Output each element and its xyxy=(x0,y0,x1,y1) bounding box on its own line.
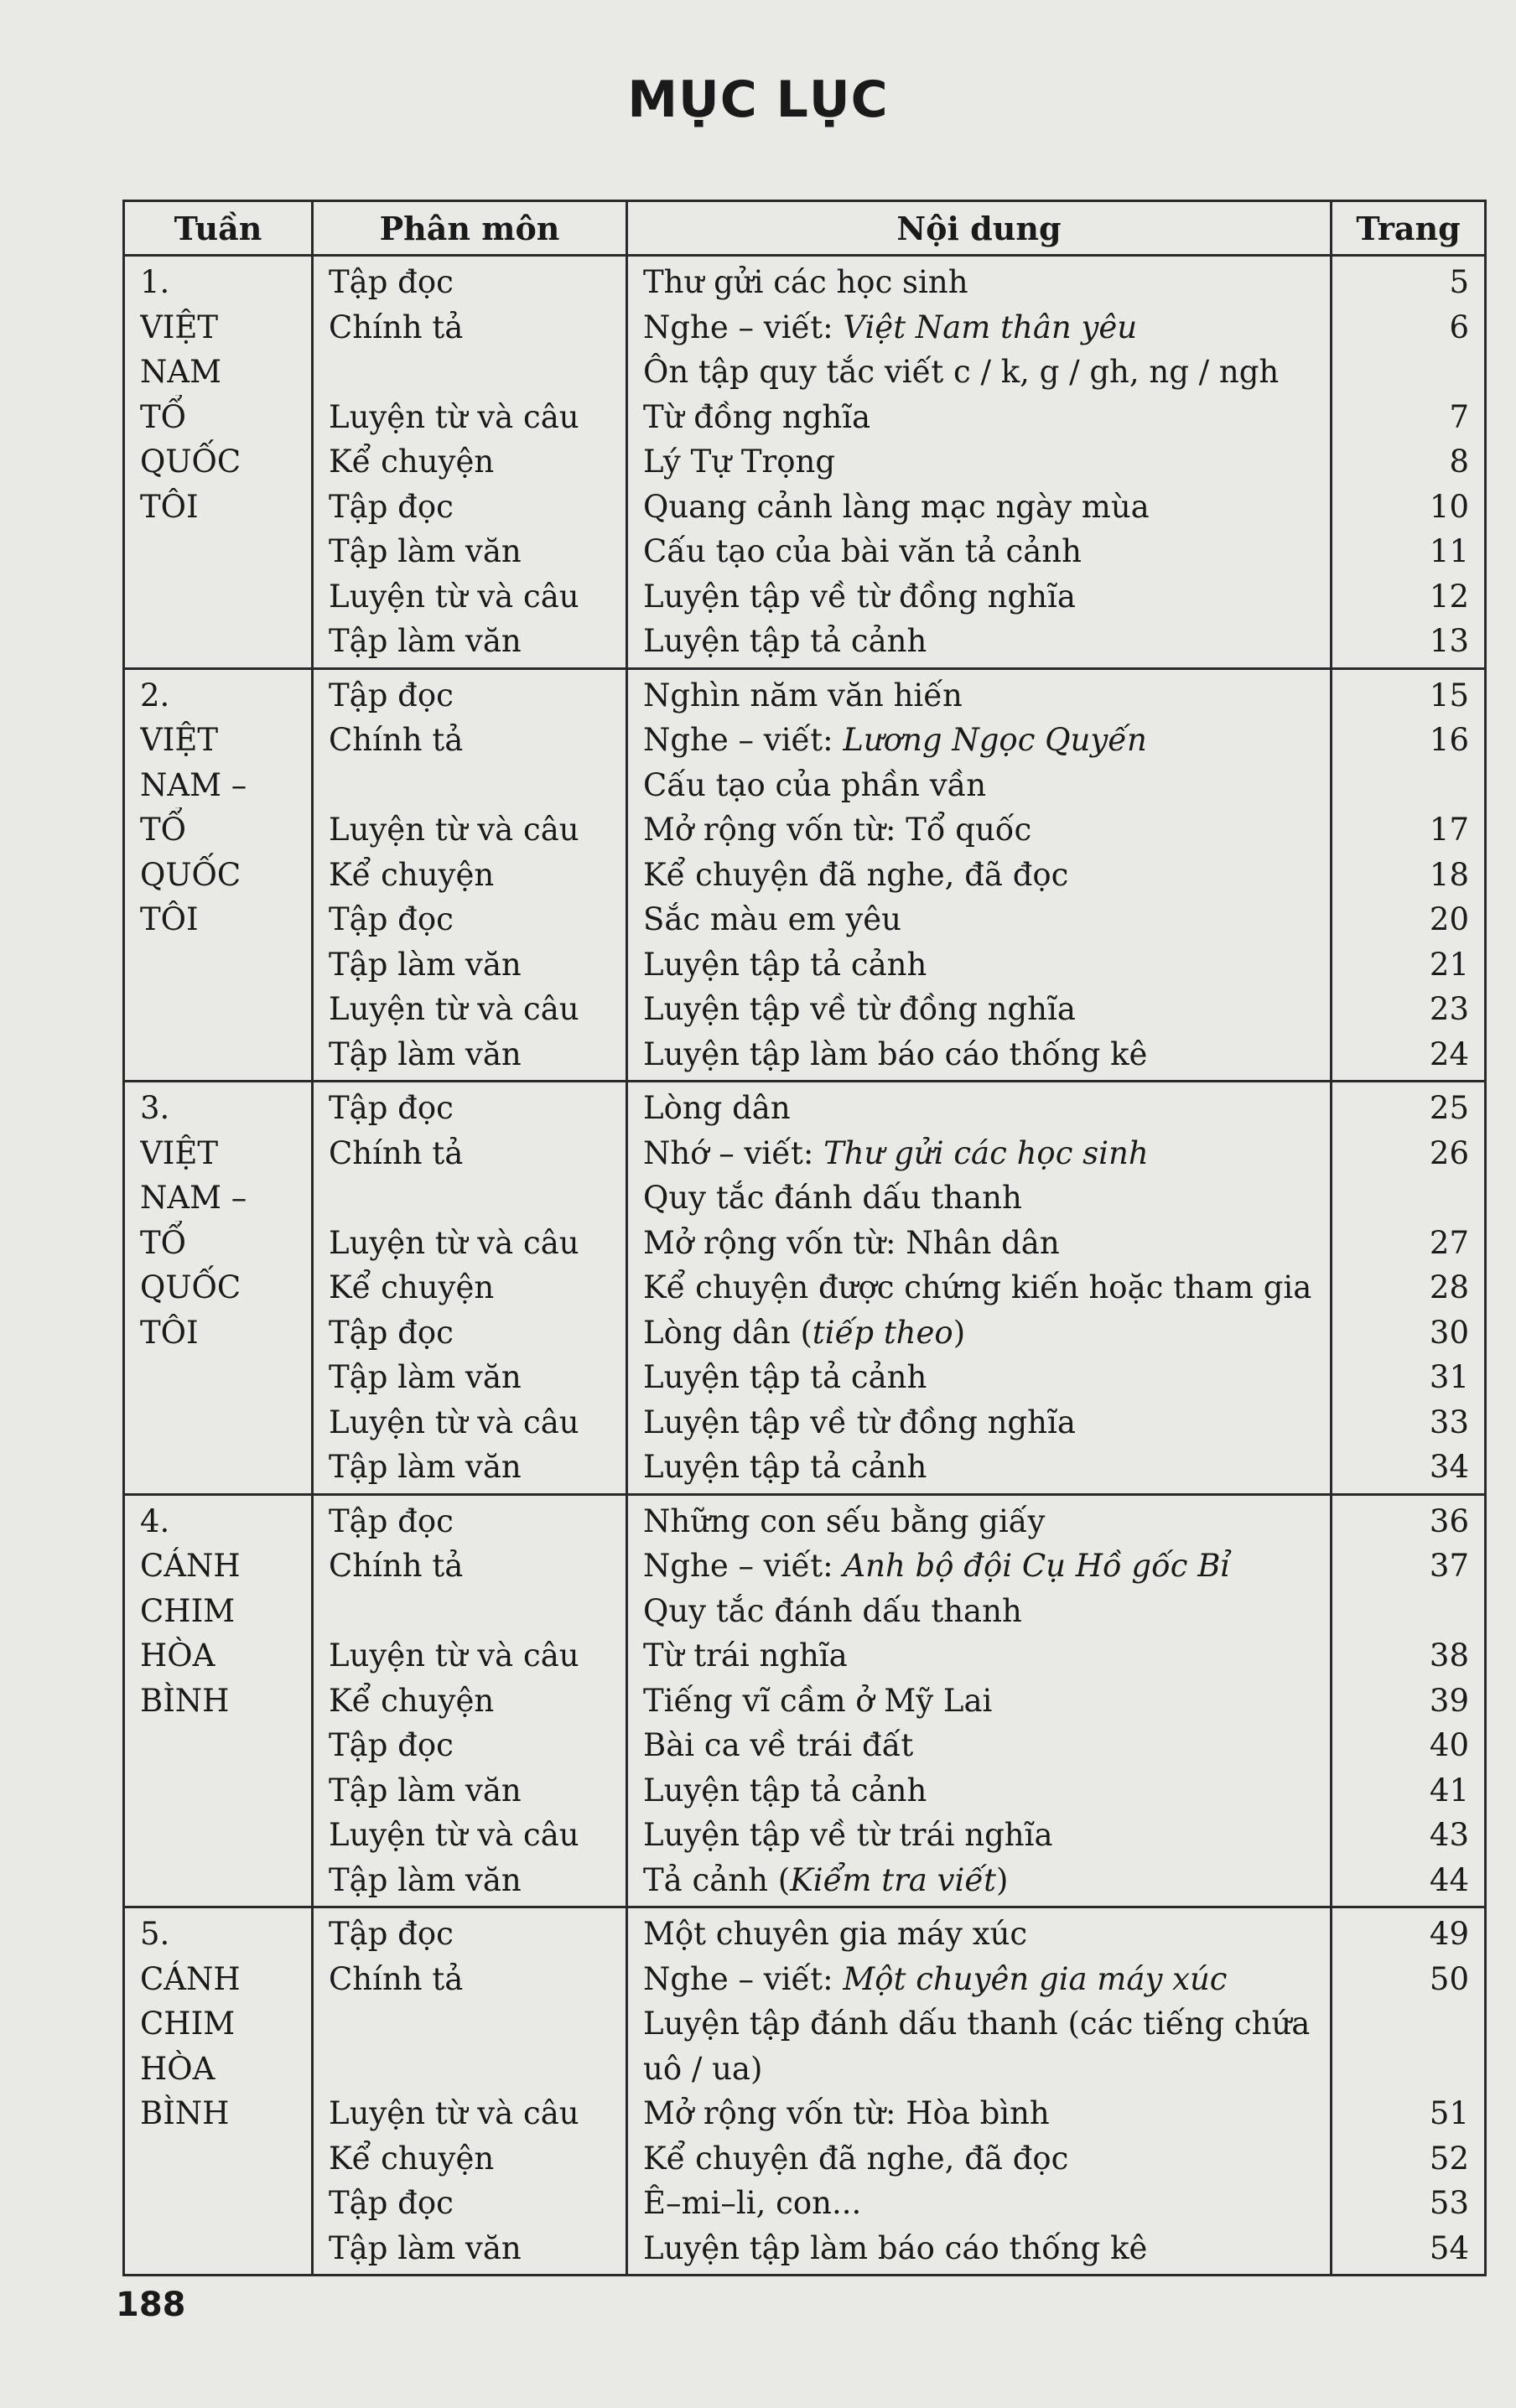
subject-name xyxy=(329,350,610,395)
lesson-title-text: Luyện tập về từ đồng nghĩa xyxy=(643,991,1076,1027)
lesson-title xyxy=(643,1912,1315,1957)
week-section xyxy=(124,1082,1486,1495)
subject-name: Tập làm văn xyxy=(329,1449,522,1485)
lesson-title xyxy=(643,1633,1315,1679)
subject-name: Tập đọc xyxy=(329,264,454,300)
lesson-title-text: Kể chuyện đã nghe, đã đọc xyxy=(643,856,1069,893)
page-ref xyxy=(1347,1589,1469,1634)
subject-cell xyxy=(313,1082,627,1495)
week-label-line: TÔI xyxy=(140,488,199,525)
subject-name: Luyện từ và câu xyxy=(329,1637,579,1674)
lesson-title-italic: Lương Ngọc Quyến xyxy=(843,722,1147,758)
page-ref: 20 xyxy=(1429,901,1469,937)
week-label-line: 5. xyxy=(140,1916,170,1952)
week-label-line: QUỐC xyxy=(140,856,241,893)
header-week: Tuần xyxy=(124,201,313,256)
lesson-title xyxy=(643,2226,1315,2271)
lesson-title-text: Luyện tập về từ đồng nghĩa xyxy=(643,1404,1076,1440)
week-label-line: QUỐC xyxy=(140,1269,241,1305)
page-cell xyxy=(1332,1082,1486,1495)
page-ref: 41 xyxy=(1429,1772,1469,1809)
week-cell xyxy=(124,1907,313,2276)
subject-cell xyxy=(313,668,627,1082)
week-label-line: CHIM xyxy=(140,1592,236,1629)
lesson-title xyxy=(643,1544,1315,1589)
subject-name xyxy=(329,763,610,808)
week-label-line: HÒA xyxy=(140,2050,215,2087)
page-ref: 36 xyxy=(1429,1502,1469,1539)
lesson-title xyxy=(643,1175,1315,1221)
subject-name: Tập đọc xyxy=(329,1727,454,1763)
week-label-line: VIỆT xyxy=(140,722,219,758)
lesson-title xyxy=(643,673,1315,719)
subject-cell xyxy=(313,1494,627,1907)
page-ref: 40 xyxy=(1429,1727,1469,1763)
page-ref: 5 xyxy=(1449,264,1469,300)
lesson-title-text: Mở rộng vốn từ: Tổ quốc xyxy=(643,812,1032,848)
page-ref: 54 xyxy=(1429,2229,1469,2266)
header-content: Nội dung xyxy=(627,201,1332,256)
week-label-line: QUỐC xyxy=(140,444,241,480)
lesson-title xyxy=(643,2091,1315,2136)
page-ref: 52 xyxy=(1429,2140,1469,2177)
lesson-title-text: Nhớ – viết: xyxy=(643,1134,824,1171)
page-ref: 12 xyxy=(1429,578,1469,615)
lesson-title xyxy=(643,350,1315,395)
lesson-title-text: Thư gửi các học sinh xyxy=(643,264,968,300)
week-label-line: 4. xyxy=(140,1502,170,1539)
week-section xyxy=(124,668,1486,1082)
lesson-title xyxy=(643,260,1315,305)
subject-name: Luyện từ và câu xyxy=(329,2095,579,2131)
lesson-title xyxy=(643,942,1315,988)
page-ref: 10 xyxy=(1429,488,1469,525)
subject-name: Kể chuyện xyxy=(329,856,495,893)
lesson-title-text: Quy tắc đánh dấu thanh xyxy=(643,1592,1022,1629)
subject-name: Tập đọc xyxy=(329,488,454,525)
subject-name: Kể chuyện xyxy=(329,2140,495,2177)
page-ref: 44 xyxy=(1429,1861,1469,1898)
lesson-title xyxy=(643,2001,1315,2091)
week-cell xyxy=(124,1082,313,1495)
lesson-title xyxy=(643,1723,1315,1768)
subject-name: Chính tả xyxy=(329,1548,464,1584)
lesson-title xyxy=(643,1589,1315,1634)
lesson-title-italic: Việt Nam thân yêu xyxy=(843,309,1138,345)
lesson-title-text: Kể chuyện được chứng kiến hoặc tham gia xyxy=(643,1269,1312,1305)
week-label-line: BÌNH xyxy=(140,2095,230,2131)
lesson-title xyxy=(643,1221,1315,1266)
lesson-title-text: Tiếng vĩ cầm ở Mỹ Lai xyxy=(643,1682,993,1719)
week-section xyxy=(124,1907,1486,2276)
page-ref: 50 xyxy=(1429,1960,1469,1997)
lesson-title-italic: tiếp theo xyxy=(812,1314,953,1351)
subject-name: Luyện từ và câu xyxy=(329,1224,579,1261)
content-cell xyxy=(627,668,1332,1082)
content-cell xyxy=(627,1494,1332,1907)
lesson-title xyxy=(643,897,1315,942)
lesson-title-text: Cấu tạo của phần vần xyxy=(643,766,987,803)
subject-name: Tập đọc xyxy=(329,1916,454,1952)
lesson-title xyxy=(643,1445,1315,1490)
subject-name: Chính tả xyxy=(329,309,464,345)
page-ref xyxy=(1347,763,1469,808)
subject-name: Luyện từ và câu xyxy=(329,1404,579,1440)
lesson-title xyxy=(643,1858,1315,1903)
week-label-line: TÔI xyxy=(140,901,199,937)
week-label-line: NAM – xyxy=(140,1180,247,1216)
lesson-title xyxy=(643,485,1315,530)
subject-name: Luyện từ và câu xyxy=(329,578,579,615)
lesson-title-text: Luyện tập làm báo cáo thống kê xyxy=(643,1035,1148,1072)
lesson-title-text: Những con sếu bằng giấy xyxy=(643,1502,1046,1539)
page-ref: 15 xyxy=(1429,677,1469,714)
lesson-title-text: Mở rộng vốn từ: Nhân dân xyxy=(643,1224,1060,1261)
page-ref: 11 xyxy=(1429,533,1469,569)
toc-body xyxy=(124,256,1486,2276)
lesson-title xyxy=(643,1499,1315,1544)
page-ref: 30 xyxy=(1429,1314,1469,1351)
lesson-title xyxy=(643,1768,1315,1814)
lesson-title xyxy=(643,1086,1315,1131)
subject-name: Luyện từ và câu xyxy=(329,398,579,435)
lesson-title-text: Quang cảnh làng mạc ngày mùa xyxy=(643,488,1150,525)
lesson-title xyxy=(643,853,1315,898)
lesson-title-italic: Kiểm tra viết xyxy=(790,1861,996,1898)
page-ref: 8 xyxy=(1449,444,1469,480)
subject-cell xyxy=(313,256,627,669)
lesson-title-text: Bài ca về trái đất xyxy=(643,1727,914,1763)
page-ref: 33 xyxy=(1429,1404,1469,1440)
page-ref xyxy=(1347,350,1469,395)
page-ref: 24 xyxy=(1429,1035,1469,1072)
subject-name: Chính tả xyxy=(329,1134,464,1171)
page-cell xyxy=(1332,668,1486,1082)
week-label-line: TỔ xyxy=(140,812,187,848)
lesson-title-text: Luyện tập tả cảnh xyxy=(643,1772,927,1809)
week-label-line: CÁNH xyxy=(140,1548,241,1584)
lesson-title-text: Luyện tập về từ đồng nghĩa xyxy=(643,578,1076,615)
subject-cell xyxy=(313,1907,627,2276)
subject-name xyxy=(329,1175,610,1221)
lesson-title-text: Nghìn năm văn hiến xyxy=(643,677,963,714)
lesson-title xyxy=(643,1131,1315,1176)
lesson-title xyxy=(643,1400,1315,1445)
week-section xyxy=(124,256,1486,669)
subject-name: Tập đọc xyxy=(329,2185,454,2221)
page-ref: 43 xyxy=(1429,1817,1469,1853)
week-section xyxy=(124,1494,1486,1907)
lesson-title-text: Lòng dân ( xyxy=(643,1314,813,1351)
subject-name: Tập đọc xyxy=(329,1502,454,1539)
lesson-title-suffix: ) xyxy=(953,1314,966,1351)
week-label-line: HÒA xyxy=(140,1637,215,1674)
lesson-title-text: Quy tắc đánh dấu thanh xyxy=(643,1180,1022,1216)
page-ref: 49 xyxy=(1429,1916,1469,1952)
lesson-title-italic: Thư gửi các học sinh xyxy=(823,1134,1149,1171)
lesson-title-text: Từ đồng nghĩa xyxy=(643,398,871,435)
lesson-title xyxy=(643,1813,1315,1858)
lesson-title-text: Mở rộng vốn từ: Hòa bình xyxy=(643,2095,1050,2131)
subject-name: Luyện từ và câu xyxy=(329,1817,579,1853)
lesson-title-text: Luyện tập tả cảnh xyxy=(643,1449,927,1485)
week-cell xyxy=(124,1494,313,1907)
subject-name: Tập làm văn xyxy=(329,2229,522,2266)
page-ref: 26 xyxy=(1429,1134,1469,1171)
page-number: 188 xyxy=(116,2286,186,2324)
lesson-title-text: Lòng dân xyxy=(643,1090,791,1126)
lesson-title-text: Nghe – viết: xyxy=(643,722,844,758)
subject-name: Tập đọc xyxy=(329,901,454,937)
subject-name: Tập làm văn xyxy=(329,1772,522,1809)
subject-name: Luyện từ và câu xyxy=(329,991,579,1027)
lesson-title xyxy=(643,395,1315,440)
page-ref xyxy=(1347,1175,1469,1221)
lesson-title xyxy=(643,574,1315,620)
lesson-title xyxy=(643,763,1315,808)
page-ref: 16 xyxy=(1429,722,1469,758)
lesson-title xyxy=(643,1032,1315,1077)
header-row xyxy=(124,201,1486,256)
subject-name: Tập làm văn xyxy=(329,1359,522,1395)
week-label-line: CHIM xyxy=(140,2006,236,2042)
lesson-title-text: Cấu tạo của bài văn tả cảnh xyxy=(643,533,1082,569)
subject-name: Tập đọc xyxy=(329,677,454,714)
page-ref: 31 xyxy=(1429,1359,1469,1395)
subject-name xyxy=(329,1589,610,1634)
page-cell xyxy=(1332,1907,1486,2276)
lesson-title xyxy=(643,1310,1315,1356)
lesson-title-suffix: ) xyxy=(995,1861,1009,1898)
lesson-title-text: Ê–mi–li, con... xyxy=(643,2185,862,2221)
lesson-title xyxy=(643,718,1315,763)
content-cell xyxy=(627,256,1332,669)
page-ref: 6 xyxy=(1449,309,1469,345)
subject-name: Tập làm văn xyxy=(329,1035,522,1072)
page-ref: 7 xyxy=(1449,398,1469,435)
lesson-title xyxy=(643,1265,1315,1310)
page-ref: 37 xyxy=(1429,1548,1469,1584)
subject-name: Kể chuyện xyxy=(329,1682,495,1719)
week-label-line: 3. xyxy=(140,1090,170,1126)
lesson-title xyxy=(643,2181,1315,2226)
lesson-title xyxy=(643,987,1315,1032)
header-page: Trang xyxy=(1332,201,1486,256)
page-ref: 38 xyxy=(1429,1637,1469,1674)
week-label-line: 1. xyxy=(140,264,170,300)
week-label-line: TỔ xyxy=(140,1224,187,1261)
page-ref: 51 xyxy=(1429,2095,1469,2131)
subject-name xyxy=(329,2001,610,2091)
lesson-title-text: Tả cảnh ( xyxy=(643,1861,791,1898)
subject-name: Luyện từ và câu xyxy=(329,812,579,848)
lesson-title-text: Nghe – viết: xyxy=(643,1548,844,1584)
lesson-title-text: Lý Tự Trọng xyxy=(643,444,836,480)
lesson-title-text: Sắc màu em yêu xyxy=(643,901,901,937)
page-cell xyxy=(1332,256,1486,669)
page-ref xyxy=(1347,2001,1469,2091)
page-ref: 13 xyxy=(1429,623,1469,659)
lesson-title-italic: Một chuyên gia máy xúc xyxy=(843,1960,1228,1997)
subject-name: Chính tả xyxy=(329,722,464,758)
page-ref: 53 xyxy=(1429,2185,1469,2221)
table-of-contents xyxy=(122,200,1487,2276)
page-ref: 23 xyxy=(1429,991,1469,1027)
lesson-title-text: Nghe – viết: xyxy=(643,309,844,345)
subject-name: Tập làm văn xyxy=(329,946,522,983)
lesson-title xyxy=(643,807,1315,853)
subject-name: Kể chuyện xyxy=(329,1269,495,1305)
page-ref: 27 xyxy=(1429,1224,1469,1261)
subject-name: Tập đọc xyxy=(329,1314,454,1351)
page-title: MỤC LỤC xyxy=(627,70,889,129)
page-ref: 18 xyxy=(1429,856,1469,893)
week-cell xyxy=(124,256,313,669)
page-ref: 34 xyxy=(1429,1449,1469,1485)
week-label-line: BÌNH xyxy=(140,1682,230,1719)
lesson-title-text: Luyện tập làm báo cáo thống kê xyxy=(643,2229,1148,2266)
content-cell xyxy=(627,1907,1332,2276)
content-cell xyxy=(627,1082,1332,1495)
lesson-title xyxy=(643,1957,1315,2002)
lesson-title-text: Kể chuyện đã nghe, đã đọc xyxy=(643,2140,1069,2177)
subject-name: Tập làm văn xyxy=(329,533,522,569)
subject-name: Kể chuyện xyxy=(329,444,495,480)
lesson-title-text: Một chuyên gia máy xúc xyxy=(643,1916,1028,1952)
subject-name: Tập đọc xyxy=(329,1090,454,1126)
lesson-title xyxy=(643,439,1315,485)
page-ref: 21 xyxy=(1429,946,1469,983)
subject-name: Tập làm văn xyxy=(329,1861,522,1898)
week-label-line: CÁNH xyxy=(140,1960,241,1997)
week-label-line: VIỆT xyxy=(140,1134,219,1171)
lesson-title-text: Luyện tập tả cảnh xyxy=(643,1359,927,1395)
week-label-line: NAM xyxy=(140,354,221,390)
lesson-title xyxy=(643,529,1315,574)
lesson-title-italic: Anh bộ đội Cụ Hồ gốc Bỉ xyxy=(843,1548,1231,1584)
page-ref: 28 xyxy=(1429,1269,1469,1305)
lesson-title xyxy=(643,1355,1315,1400)
week-label-line: TỔ xyxy=(140,398,187,435)
subject-name: Tập làm văn xyxy=(329,623,522,659)
week-label-line: VIỆT xyxy=(140,309,219,345)
lesson-title xyxy=(643,2136,1315,2182)
subject-name: Chính tả xyxy=(329,1960,464,1997)
week-label-line: TÔI xyxy=(140,1314,199,1351)
week-cell xyxy=(124,668,313,1082)
page-ref: 17 xyxy=(1429,812,1469,848)
page-ref: 25 xyxy=(1429,1090,1469,1126)
header-subject: Phân môn xyxy=(313,201,627,256)
page-ref: 39 xyxy=(1429,1682,1469,1719)
lesson-title-text: Từ trái nghĩa xyxy=(643,1637,848,1674)
lesson-title-text: Luyện tập tả cảnh xyxy=(643,623,927,659)
lesson-title xyxy=(643,305,1315,350)
lesson-title-text: Luyện tập về từ trái nghĩa xyxy=(643,1817,1053,1853)
lesson-title xyxy=(643,619,1315,664)
lesson-title xyxy=(643,1679,1315,1724)
lesson-title-text: Luyện tập tả cảnh xyxy=(643,946,927,983)
week-label-line: NAM – xyxy=(140,766,247,803)
lesson-title-text: Nghe – viết: xyxy=(643,1960,844,1997)
week-label-line: 2. xyxy=(140,677,170,714)
lesson-title-text: Luyện tập đánh dấu thanh (các tiếng chứa uô / ua) xyxy=(643,2006,1311,2087)
lesson-title-text: Ôn tập quy tắc viết c / k, g / gh, ng / ngh xyxy=(643,354,1280,390)
page-cell xyxy=(1332,1494,1486,1907)
